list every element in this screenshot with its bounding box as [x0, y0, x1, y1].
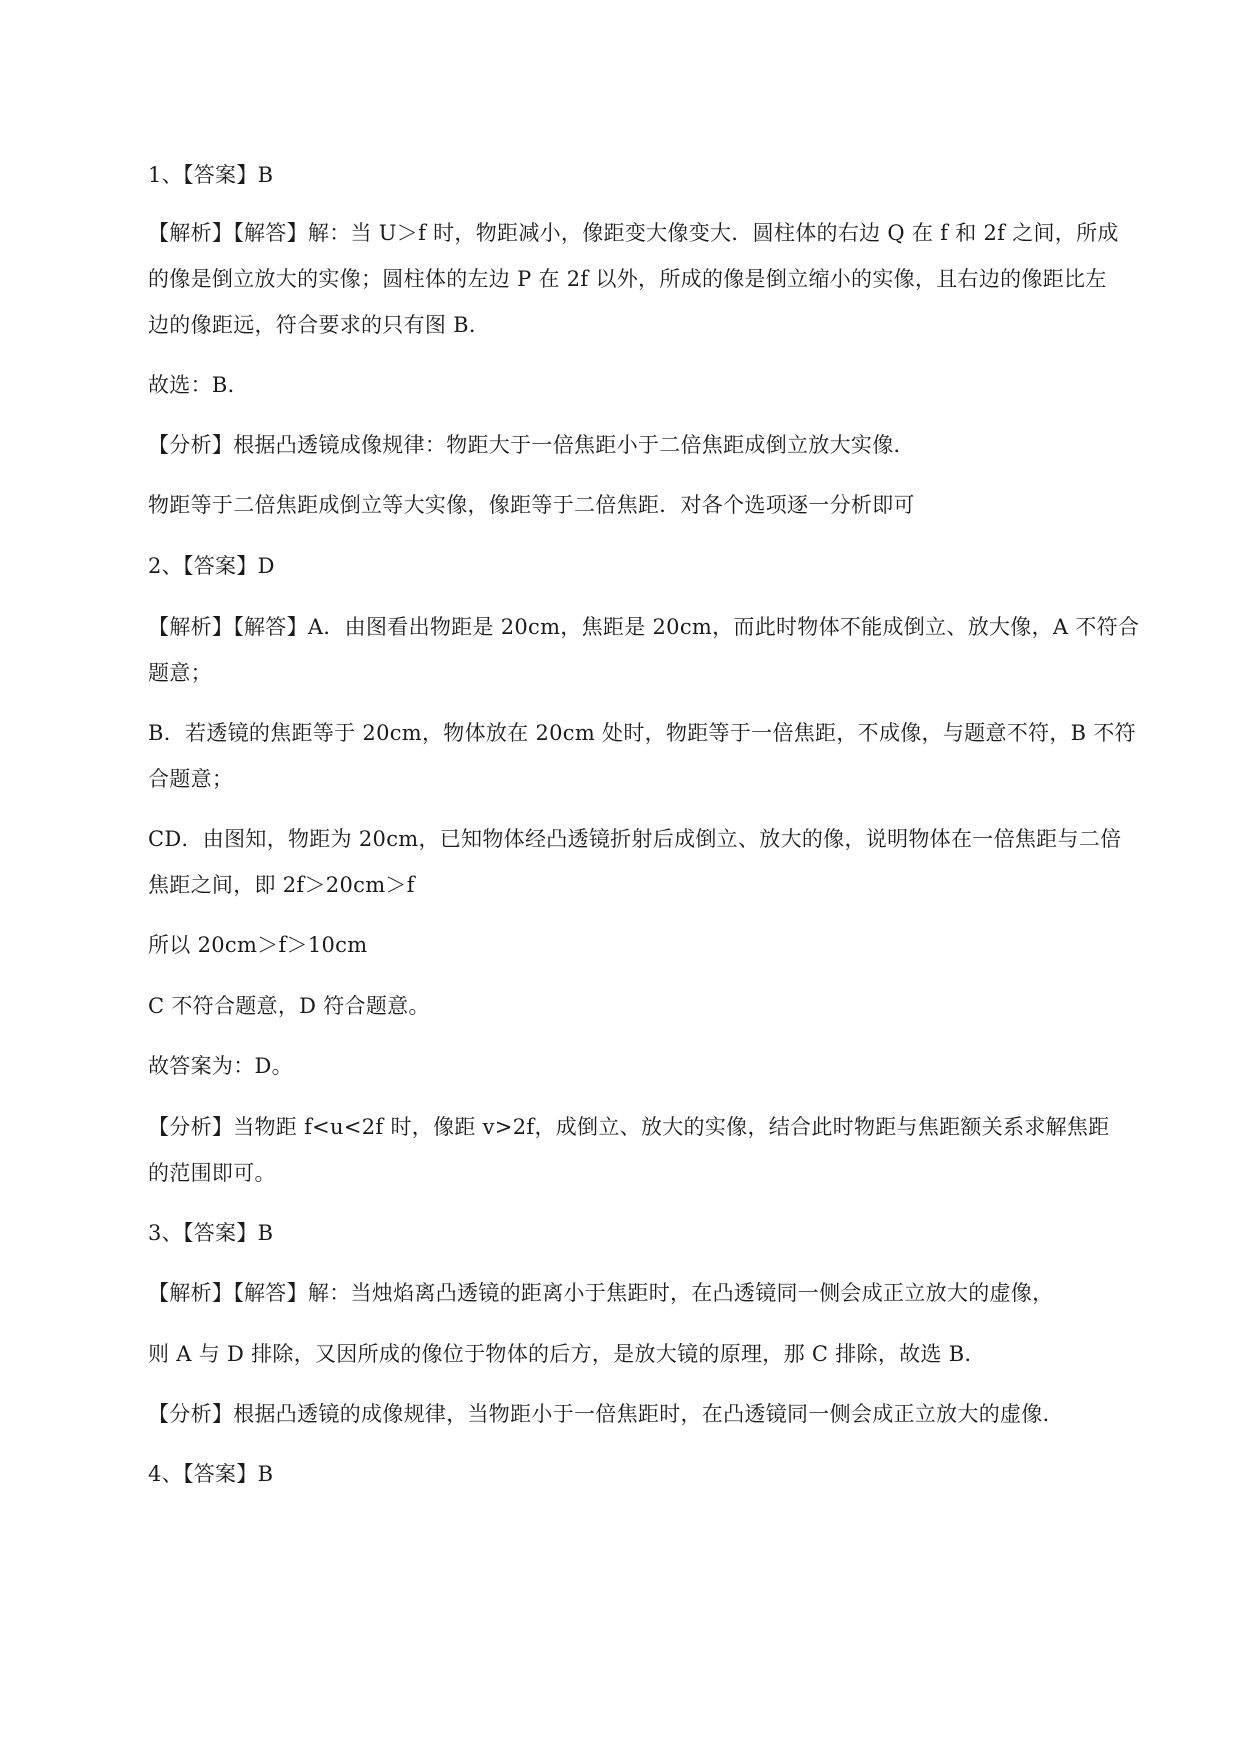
q2-inequality-line: 所以 20cm＞f＞10cm	[148, 933, 368, 957]
q1-explanation-line-1: 【分析】根据凸透镜成像规律：物距大于一倍焦距小于二倍焦距成倒立放大实像．	[148, 433, 915, 457]
q4-answer-heading: 4、【答案】B	[148, 1462, 274, 1486]
q1-explanation-line-2: 物距等于二倍焦距成倒立等大实像，像距等于二倍焦距．对各个选项逐一分析即可	[148, 493, 915, 517]
q1-answer-heading: 1、【答案】B	[148, 163, 274, 187]
q3-explanation-line: 【分析】根据凸透镜的成像规律，当物距小于一倍焦距时，在凸透镜同一侧会成正立放大的虚像．	[148, 1402, 1064, 1426]
q2-option-b-line-2: 合题意；	[148, 767, 234, 791]
q2-choice-line: 故答案为：D。	[148, 1054, 293, 1078]
q2-explanation-line-1: 【分析】当物距 f<u<2f 时，像距 v>2f，成倒立、放大的实像，结合此时物距与焦距额关系求解焦距	[148, 1115, 1110, 1139]
q3-analysis-line-1: 【解析】【解答】解：当烛焰离凸透镜的距离小于焦距时，在凸透镜同一侧会成正立放大的虚像，	[148, 1281, 1054, 1305]
q3-analysis-line-2: 则 A 与 D 排除，又因所成的像位于物体的后方，是放大镜的原理，那 C 排除，故选 B.	[148, 1342, 972, 1366]
q2-analysis-line-2: 题意；	[148, 661, 212, 685]
q2-option-b-line-1: B．若透镜的焦距等于 20cm，物体放在 20cm 处时，物距等于一倍焦距，不成像，与题意不符，B 不符	[148, 721, 1136, 745]
q3-answer-heading: 3、【答案】B	[148, 1221, 274, 1245]
q2-analysis-line-1: 【解析】【解答】A．由图看出物距是 20cm，焦距是 20cm，而此时物体不能成倒立、放大像，A 不符合	[148, 615, 1140, 639]
q2-option-cd-line-2: 焦距之间，即 2f＞20cm＞f	[148, 873, 415, 897]
q2-explanation-line-2: 的范围即可。	[148, 1161, 276, 1185]
q1-analysis-line-3: 边的像距远，符合要求的只有图 B．	[148, 313, 491, 337]
q1-analysis-line-1: 【解析】【解答】解：当 U＞f 时，物距减小，像距变大像变大．圆柱体的右边 Q 在 f 和 2f 之间，所成	[148, 221, 1119, 245]
q2-conclusion-line: C 不符合题意，D 符合题意。	[148, 994, 430, 1018]
q2-option-cd-line-1: CD．由图知，物距为 20cm，已知物体经凸透镜折射后成倒立、放大的像，说明物体在一倍焦距与二倍	[148, 827, 1122, 851]
q1-choice-line: 故选：B．	[148, 373, 249, 397]
q1-analysis-line-2: 的像是倒立放大的实像；圆柱体的左边 P 在 2f 以外，所成的像是倒立缩小的实像，且右边的像距比左	[148, 267, 1107, 291]
q2-answer-heading: 2、【答案】D	[148, 554, 275, 578]
